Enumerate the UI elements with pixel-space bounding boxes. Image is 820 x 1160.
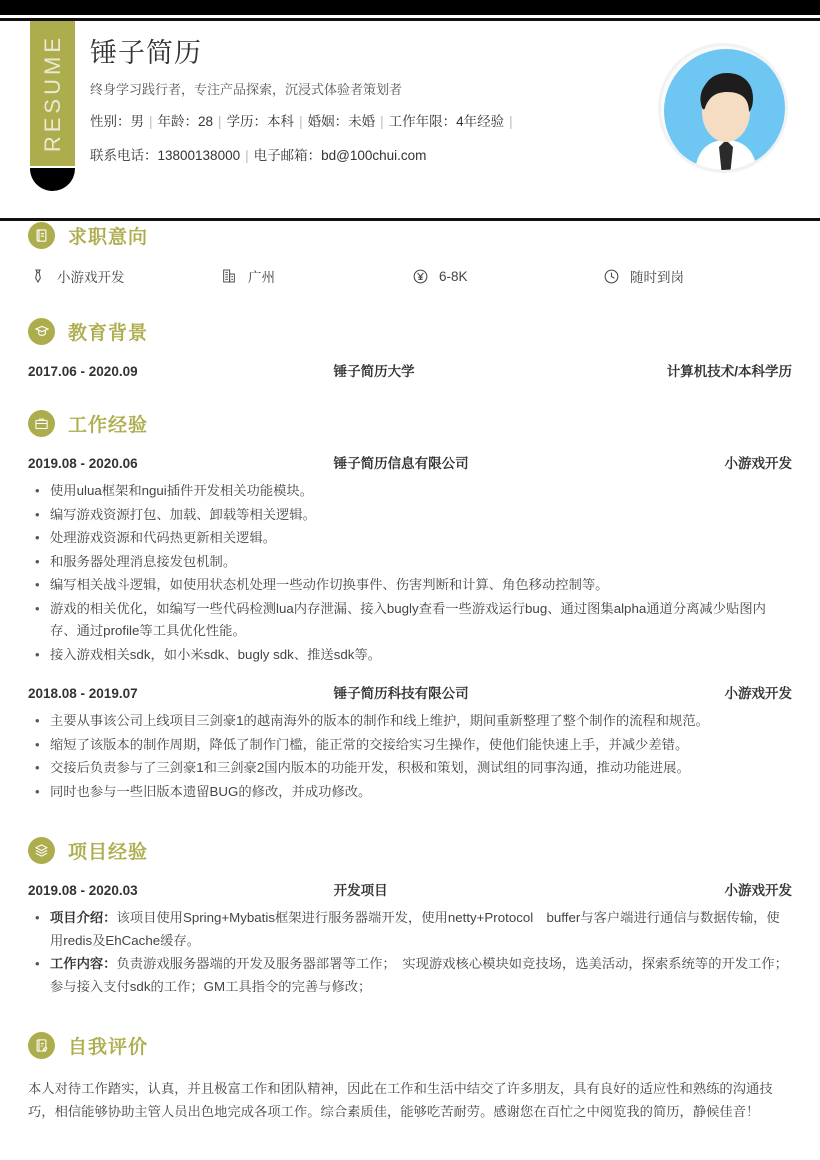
list-item: • 和服务器处理消息接发包机制。 [28, 551, 792, 574]
clock-icon [601, 266, 621, 286]
work-entry-header [28, 682, 792, 702]
building-icon [219, 266, 239, 286]
info-separator: | [245, 148, 249, 163]
section-title: 教育背景 [68, 322, 149, 344]
info-field: 联系电话：13800138000 [90, 148, 241, 163]
entry-role: 小游戏开发 [724, 883, 792, 898]
list-item: • 游戏的相关优化，如编写一些代码检测lua内存泄漏、接入bugly查看一些游戏运行bug、通过图集alpha通道分离减少贴图内存、通过profile等工具优化性能。 [28, 598, 792, 643]
section-evaluation [28, 1022, 792, 1123]
tie-icon [28, 266, 48, 286]
info-separator: | [299, 114, 303, 129]
info-separator: | [149, 114, 153, 129]
resume-banner-label: RESUME [39, 34, 65, 153]
resume-banner-cap [30, 168, 75, 191]
section-header [28, 308, 792, 354]
section-title: 工作经验 [68, 414, 149, 436]
work-bullets-1 [28, 710, 792, 803]
note-edit-icon [28, 1032, 55, 1059]
list-item: • 工作内容：负责游戏服务器端的开发及服务器部署等工作； 实现游戏核心模块如竞技场，选美活动，探索系统等的开发工作；参与接入支付sdk的工作；GM工具指令的完善与修改； [28, 953, 792, 998]
entry-role: 小游戏开发 [724, 456, 792, 471]
project-bullets [28, 907, 792, 998]
info-separator: | [380, 114, 384, 129]
intention-item-salary [410, 266, 601, 286]
page-title: 锤子简历 [90, 38, 202, 68]
work-bullets-0 [28, 480, 792, 666]
entry-date: 2017.06 - 2020.09 [28, 364, 138, 379]
section-header [28, 827, 792, 873]
work-entry-header [28, 452, 792, 472]
avatar [658, 43, 788, 173]
intention-item-label: 广州 [248, 270, 275, 285]
avatar-illustration [661, 46, 788, 173]
resume-vertical-banner [30, 21, 75, 166]
entry-organization: 锤子简历大学 [333, 364, 415, 379]
resume-header [0, 21, 820, 196]
personal-info-row-2 [90, 145, 630, 166]
list-item: • 主要从事该公司上线项目三剑豪1的越南海外的版本的制作和线上维护，期间重新整理了整个制作的流程和规范。 [28, 710, 792, 733]
entry-date: 2019.08 - 2020.03 [28, 883, 138, 898]
entry-date: 2019.08 - 2020.06 [28, 456, 138, 471]
header-tagline: 终身学习践行者，专注产品探索，沉浸式体验者策划者 [90, 82, 403, 97]
section-work [28, 400, 792, 823]
list-item: • 缩短了该版本的制作周期，降低了制作门槛，能正常的交接给实习生操作，使他们能快速上手，并减少差错。 [28, 734, 792, 757]
section-header [28, 212, 792, 258]
entry-role: 小游戏开发 [724, 686, 792, 701]
list-item: • 处理游戏资源和代码热更新相关逻辑。 [28, 527, 792, 550]
list-item: • 接入游戏相关sdk，如小米sdk、bugly sdk、推送sdk等。 [28, 644, 792, 667]
section-project [28, 827, 792, 1018]
list-item: • 同时也参与一些旧版本遗留BUG的修改，并成功修改。 [28, 781, 792, 804]
intention-item-label: 随时到岗 [630, 270, 684, 285]
intention-item-label: 小游戏开发 [57, 270, 125, 285]
list-item: • 使用ulua框架和ngui插件开发相关功能模块。 [28, 480, 792, 503]
resume-content [0, 212, 820, 1127]
list-item: • 项目介绍：该项目使用Spring+Mybatis框架进行服务器端开发，使用netty+Protocol buffer与客户端进行通信与数据传输，使用redis及EhCache缓存。 [28, 907, 792, 952]
info-field: 学历：本科 [226, 114, 295, 129]
top-black-bar [0, 0, 820, 15]
info-field: 工作年限：4年经验 [388, 114, 505, 129]
section-intention [28, 212, 792, 286]
list-item: • 编写游戏资源打包、加载、卸载等相关逻辑。 [28, 504, 792, 527]
section-title: 项目经验 [68, 841, 149, 863]
list-item: • 编写相关战斗逻辑，如使用状态机处理一些动作切换事件、伤害判断和计算、角色移动控制等。 [28, 574, 792, 597]
intention-item-city [219, 266, 410, 286]
section-title: 自我评价 [68, 1036, 149, 1058]
entry-organization: 锤子简历科技有限公司 [333, 686, 469, 701]
info-field: 婚姻：未婚 [307, 114, 376, 129]
list-item-label: 工作内容： [50, 956, 117, 971]
intention-row [28, 266, 792, 286]
info-field: 性别：男 [90, 114, 144, 129]
layers-icon [28, 837, 55, 864]
education-entry [28, 360, 792, 380]
section-title: 求职意向 [68, 226, 149, 248]
personal-info-row-1 [90, 111, 630, 132]
project-entry-header [28, 879, 792, 899]
info-separator: | [218, 114, 222, 129]
intention-item-position [28, 266, 219, 286]
entry-date: 2018.08 - 2019.07 [28, 686, 138, 701]
info-field: 电子邮箱：bd@100chui.com [253, 148, 427, 163]
evaluation-text: 本人对待工作踏实，认真，并且极富工作和团队精神，因此在工作和生活中结交了许多朋友，具有良好的适应性和熟练的沟通技巧，相信能够协助主管人员出色地完成各项工作。综合素质佳，能够吃苦耐劳。感谢您在百忙之中阅览我的简历，静候佳音！ [28, 1081, 773, 1119]
header-text-block [90, 31, 630, 166]
graduation-cap-icon [28, 318, 55, 345]
entry-organization: 锤子简历信息有限公司 [333, 456, 469, 471]
intention-item-label: 6-8K [439, 268, 468, 284]
document-icon [28, 222, 55, 249]
info-separator: | [509, 114, 513, 129]
list-item: • 交接后负责参与了三剑豪1和三剑豪2国内版本的功能开发，积极和策划，测试组的同事沟通，推动功能进展。 [28, 757, 792, 780]
section-header [28, 400, 792, 446]
intention-item-availability [601, 266, 792, 286]
info-field: 年龄：28 [157, 114, 214, 129]
section-header [28, 1022, 792, 1068]
entry-role: 计算机技术/本科学历 [666, 364, 792, 379]
section-education [28, 308, 792, 396]
briefcase-icon [28, 410, 55, 437]
yen-icon [410, 266, 430, 286]
entry-organization: 开发项目 [333, 883, 388, 898]
list-item-label: 项目介绍： [50, 910, 117, 925]
